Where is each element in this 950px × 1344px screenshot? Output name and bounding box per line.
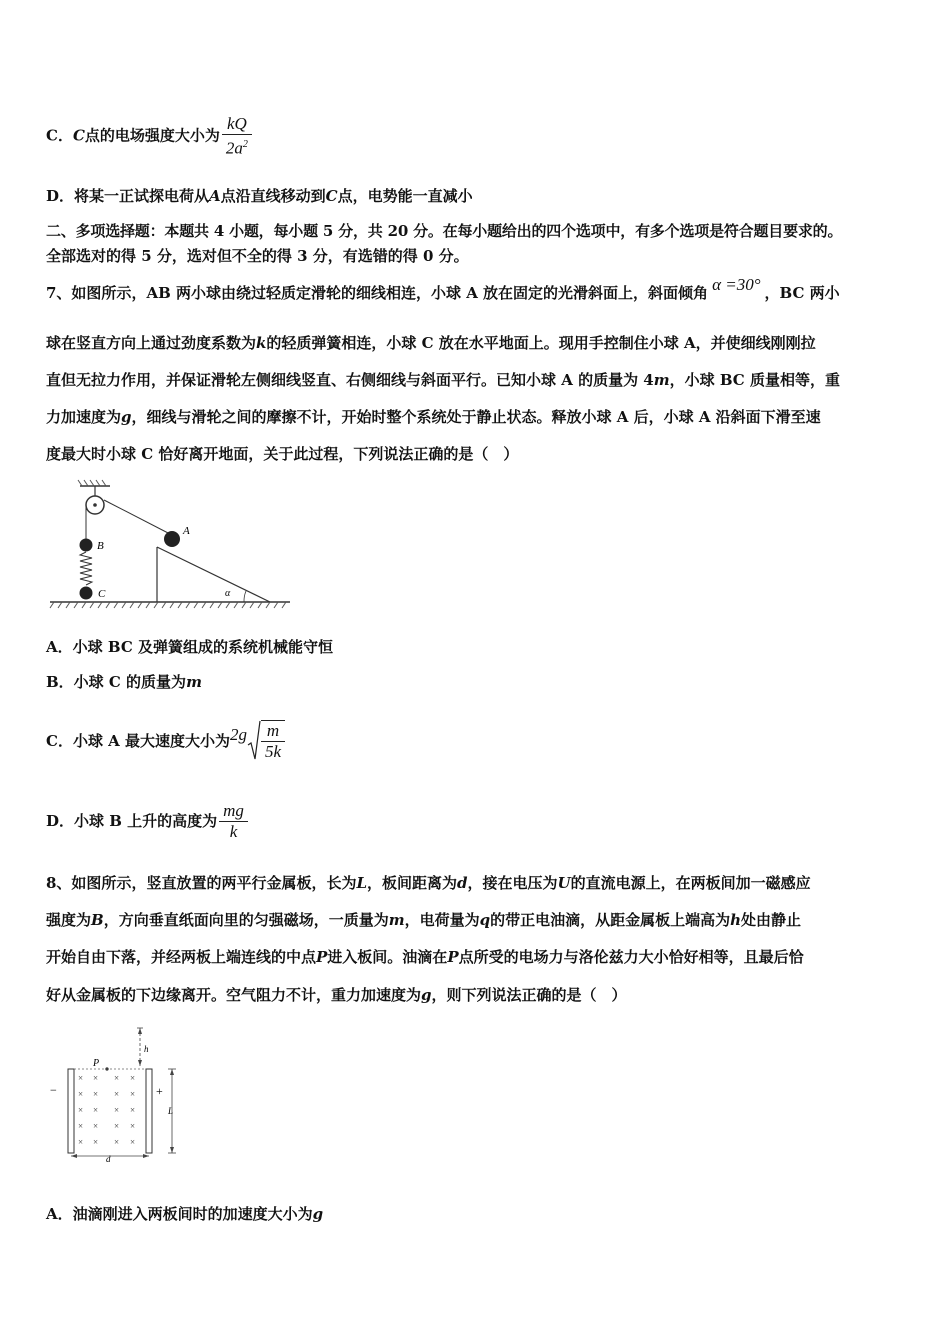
fraction-kq-2a2: $\frac{kQ}{2a^2}$	[222, 114, 252, 159]
q7-line5: 度最大时小球 C 恰好离开地面，关于此过程，下列说法正确的是（ ）	[46, 445, 519, 463]
svg-text:×: ×	[114, 1137, 120, 1147]
q8-line3: 开始自由下落，并经两板上端连线的中点P进入板间。油滴在P点所受的电场力与洛伦兹力大小恰好相等，且最后恰	[46, 948, 804, 966]
svg-text:×: ×	[93, 1137, 99, 1147]
var-c: C	[72, 126, 85, 145]
svg-text:×: ×	[130, 1089, 136, 1099]
q6-option-c: C．C点的电场强度大小为 $\frac{kQ}{2a^2}$	[46, 114, 908, 159]
sqrt-sign-icon	[247, 719, 261, 763]
svg-text:×: ×	[114, 1073, 120, 1083]
q8-option-a: A．油滴刚进入两板间时的加速度大小为g	[46, 1205, 324, 1223]
q7-line2: 球在竖直方向上通过劲度系数为k的轻质弹簧相连，小球 C 放在水平地面上。现用手控制住小球 A，并使细线刚刚拉	[46, 334, 816, 352]
left-plate	[68, 1069, 74, 1153]
section2-heading-line2: 全部选对的得 5 分，选对但不全的得 3 分，有选错的得 0 分。	[46, 247, 469, 265]
q8-line2: 强度为B，方向垂直纸面向里的匀强磁场，一质量为m，电荷量为q的带正电油滴，从距金属板上端高为h处由静止	[46, 911, 802, 929]
q7-line1: 7、如图所示，AB 两小球由绕过轻质定滑轮的细线相连，小球 A 放在固定的光滑斜面上，斜面倾角 α =30° ，BC 两小	[46, 275, 840, 302]
q8-line4: 好从金属板的下边缘离开。空气阻力不计，重力加速度为g，则下列说法正确的是（ ）	[46, 986, 627, 1004]
svg-text:×: ×	[93, 1073, 99, 1083]
svg-text:×: ×	[78, 1089, 84, 1099]
q8-parallel-plates-figure	[46, 1022, 196, 1162]
svg-text:C: C	[98, 588, 106, 600]
q7-option-b: B．小球 C 的质量为m	[46, 673, 202, 691]
svg-text:×: ×	[93, 1121, 99, 1131]
q8-line1: 8、如图所示，竖直放置的两平行金属板，长为L，板间距离为d，接在电压为U的直流电源上，在两板间加一磁感应	[46, 874, 811, 892]
svg-text:×: ×	[93, 1105, 99, 1115]
svg-text:A: A	[183, 525, 190, 537]
svg-text:×: ×	[130, 1105, 136, 1115]
ball-b	[80, 539, 93, 552]
q7-option-d: D．小球 B 上升的高度为 $\frac{mg}{k}$	[46, 798, 908, 842]
svg-text:×: ×	[114, 1105, 120, 1115]
svg-text:×: ×	[78, 1105, 84, 1115]
section2-heading-line1: 二、多项选择题：本题共 4 小题，每小题 5 分，共 20 分。在每小题给出的四个选项中，有多个选项是符合题目要求的。	[46, 222, 843, 240]
svg-text:×: ×	[78, 1137, 84, 1147]
svg-text:+: +	[156, 1084, 163, 1098]
q7-option-a: A．小球 BC 及弹簧组成的系统机械能守恒	[46, 638, 333, 656]
svg-text:×: ×	[78, 1073, 84, 1083]
svg-text:×: ×	[78, 1121, 84, 1131]
angle-formula: α =30°	[712, 275, 761, 294]
fraction-m-5k: $\frac{m}{5k}$	[261, 720, 285, 762]
q7-option-c: C．小球 A 最大速度大小为2g $\frac{m}{5k}$	[46, 718, 908, 762]
magnetic-field-crosses	[78, 1073, 135, 1147]
svg-text:×: ×	[93, 1089, 99, 1099]
svg-text:×: ×	[130, 1137, 136, 1147]
svg-text:d: d	[106, 1154, 111, 1162]
svg-text:B: B	[97, 540, 104, 552]
ball-c	[80, 587, 93, 600]
svg-text:×: ×	[130, 1121, 136, 1131]
svg-text:×: ×	[114, 1089, 120, 1099]
svg-text:α: α	[225, 588, 231, 599]
svg-text:×: ×	[114, 1121, 120, 1131]
fraction-mg-k: $\frac{mg}{k}$	[219, 801, 248, 842]
svg-text:−: −	[50, 1083, 57, 1097]
q6-option-d: D．将某一正试探电荷从A点沿直线移动到C点，电势能一直减小	[46, 187, 473, 205]
q7-line4: 力加速度为g，细线与滑轮之间的摩擦不计，开始时整个系统处于静止状态。释放小球 A 后，小球 A 沿斜面下滑至速	[46, 408, 821, 426]
spring-icon	[80, 552, 92, 585]
svg-text:×: ×	[130, 1073, 136, 1083]
q7-line3: 直但无拉力作用，并保证滑轮左侧细线竖直、右侧细线与斜面平行。已知小球 A 的质量为 4m，小球 BC 质量相等，重	[46, 371, 840, 389]
q7-pulley-incline-figure	[46, 478, 296, 610]
svg-text:h: h	[144, 1044, 149, 1054]
svg-text:L: L	[168, 1106, 174, 1116]
right-plate	[146, 1069, 152, 1153]
svg-text:P: P	[93, 1058, 100, 1069]
ball-a	[164, 531, 180, 547]
